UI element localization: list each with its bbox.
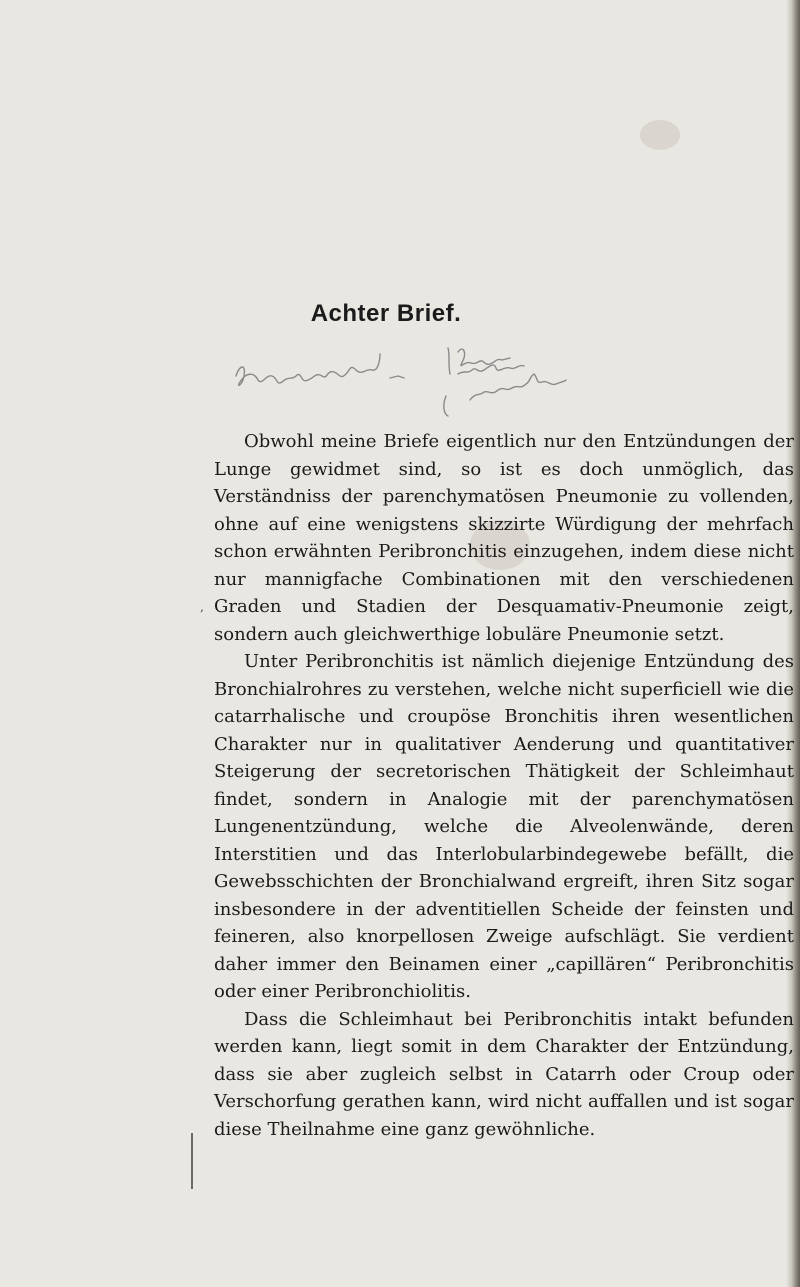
letter-body	[214, 428, 794, 1143]
handwritten-annotation	[0, 338, 800, 418]
paragraph: Dass die Schleimhaut bei Peribronchitis intakt befunden werden kann, liegt somit in dem Charakter der Entzündung, dass sie aber zugleich selbst in Catarrh oder Croup oder Verschorfung gerathen kann, wird nicht auffallen und ist sogar diese Theilnahme eine ganz gewöhnliche.	[214, 1008, 794, 1140]
paragraph: Obwohl meine Briefe eigentlich nur den Entzündungen der Lunge gewidmet sind, so ist es doch unmöglich, das Verständniss der parenchymatösen Pneumonie zu vollenden, ohne auf eine wenigstens skizzirte Würdigung der mehrfach schon erwähnten Peribronchitis einzugehen, indem diese nicht nur mannigfache Combinationen mit den verschiedenen Graden und Stadien der Desquamativ-Pneumonie zeigt, sondern auch gleichwerthige lobuläre Pneumonie setzt.	[214, 431, 794, 645]
chapter-heading: Achter Brief.	[310, 300, 462, 327]
margin-line-mark	[191, 1133, 193, 1189]
margin-mark-comma: ‚	[200, 600, 204, 614]
paper-stain	[640, 120, 680, 150]
paragraph: Unter Peribronchitis ist nämlich diejenige Entzündung des Bronchialrohres zu verstehen, welche nicht superficiell wie die catarrhalische und croupöse Bronchitis ihren wesentlichen Charakter nur in qualitativer Aenderung und quantitativer Steigerung der secretorischen Thätigkeit der Schleimhaut findet, sondern in Analogie mit der parenchymatösen Lungenentzündung, welche die Alveolenwände, deren Interstitien und das Interlobularbindegewebe befällt, die Gewebsschichten der Bronchialwand ergreift, ihren Sitz sogar insbesondere in der adventitiellen Scheide der feinsten und feineren, also knorpellosen Zweige aufschlägt. Sie verdient daher immer den Beinamen einer „capillären“ Peribronchitis oder einer Peribronchiolitis.	[214, 651, 794, 1002]
